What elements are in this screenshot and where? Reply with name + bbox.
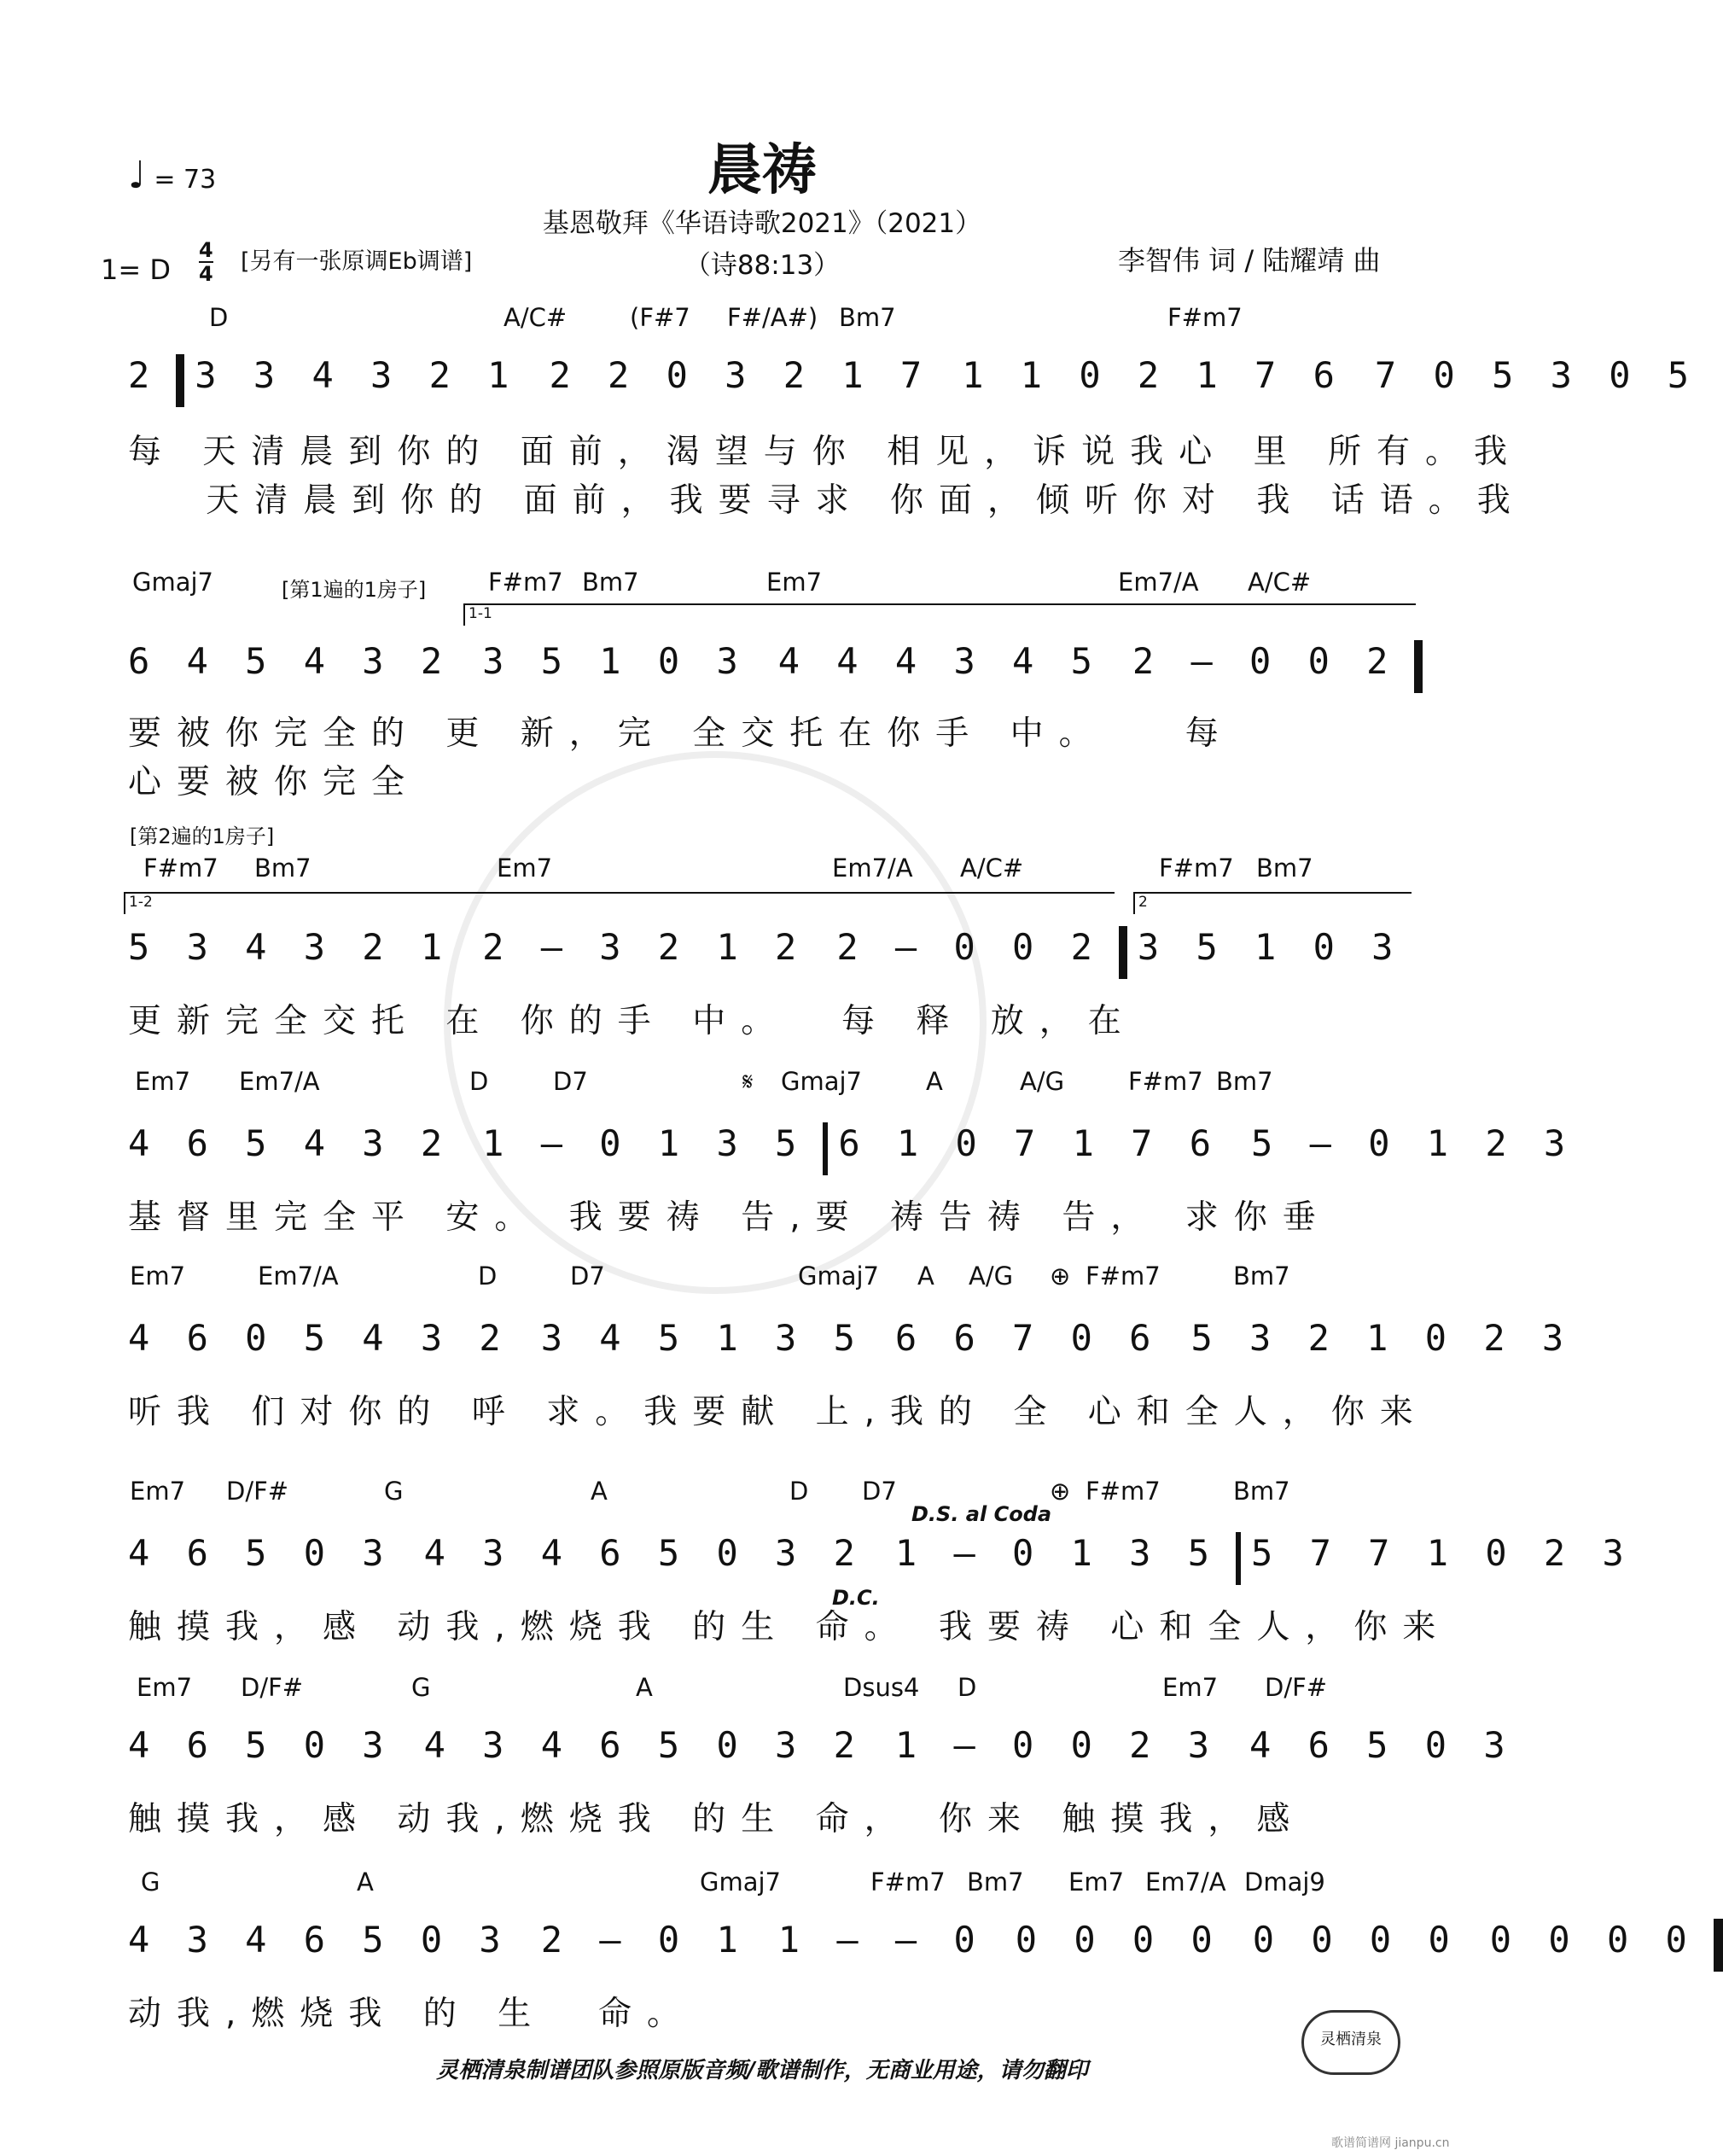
chord: D — [958, 1673, 977, 1702]
chord: G — [411, 1673, 431, 1702]
chord-row — [0, 568, 1524, 602]
chord: Bm7 — [254, 854, 311, 883]
lyrics-verse-1: 触摸我，感 动我,燃烧我 的生 命。 我要祷 心和全人，你来 — [128, 1608, 1452, 1646]
time-signature — [199, 239, 213, 285]
key-signature: 1= D — [101, 253, 171, 286]
volta-bracket-2: 2 — [1133, 892, 1412, 914]
chord: D — [789, 1477, 809, 1506]
measure: 2 – 0 0 2 — [836, 926, 1100, 968]
key-note: [另有一张原调Eb调谱] — [241, 248, 473, 275]
measure: 4 6 5 0 3 — [128, 1724, 392, 1766]
notes-row — [128, 1532, 1632, 1583]
chord: A — [917, 1262, 934, 1291]
measure: 5 – 0 1 2 3 — [1251, 1122, 1574, 1164]
lyrics-verse-1: 听我 们对你的 呼 求。我要献 上,我的 全 心和全人，你来 — [128, 1393, 1429, 1431]
chord: A — [926, 1067, 943, 1096]
chord: Em7 — [130, 1262, 186, 1291]
chord: D/F# — [1265, 1673, 1328, 1702]
chord: A/G — [1020, 1067, 1065, 1096]
measure: 4 6 0 5 4 3 2 — [128, 1317, 509, 1359]
chord: G — [384, 1477, 404, 1506]
chord: A/G — [969, 1262, 1014, 1291]
chord: Dmaj9 — [1244, 1868, 1325, 1897]
logo-text: 灵栖清泉 — [1320, 2031, 1382, 2048]
tempo-value: = 73 — [154, 165, 217, 195]
chord: F#m7 — [1086, 1262, 1161, 1291]
measure: 4 6 5 4 3 2 — [128, 1122, 451, 1164]
measure: 3 5 1 0 3 — [1137, 926, 1401, 968]
chord: F#/A#) — [727, 303, 818, 332]
measure: 1 1 0 2 1 7 6 — [962, 354, 1342, 396]
measure: 6 4 5 4 3 2 — [128, 640, 451, 682]
chord: Gmaj7 — [700, 1868, 782, 1897]
chord: Gmaj7 — [781, 1067, 863, 1096]
quarter-note-icon: ♩ — [128, 154, 146, 197]
measure: 0 0 0 0 — [1015, 1919, 1220, 1961]
chord-row — [0, 1262, 1524, 1296]
chord: Dsus4 — [843, 1673, 920, 1702]
lyrics-verse-1: 每 天清晨到你的 面前，渴望与你 相见，诉说我心 里 所有。我 — [128, 433, 1522, 471]
lyrics-verse-2: 心要被你完全 — [128, 763, 421, 801]
chord-row — [0, 1868, 1524, 1902]
chord: A — [591, 1477, 608, 1506]
repeat-start-barline — [176, 354, 184, 407]
notes-row — [128, 1919, 1695, 1970]
volta-bracket: 1-1 — [463, 603, 1416, 626]
notes-row — [128, 354, 1697, 405]
chord: Bm7 — [1216, 1067, 1273, 1096]
measure: 0 0 0 0 — [1489, 1919, 1695, 1961]
measure: 6 1 0 7 1 7 6 — [838, 1122, 1219, 1164]
chord-row — [0, 1673, 1524, 1707]
song-title: 晨祷 — [707, 139, 817, 202]
chord: Gmaj7 — [798, 1262, 880, 1291]
chord-row — [0, 1477, 1524, 1511]
scripture-ref: （诗88:13） — [684, 250, 841, 281]
measure: 5 3 2 1 0 2 3 — [1190, 1317, 1572, 1359]
chord: Em7 — [1068, 1868, 1125, 1897]
repeat-end-barline — [1119, 926, 1127, 979]
chord: Em7/A — [1118, 568, 1199, 597]
logo — [1301, 2010, 1400, 2075]
chord: F#m7 — [1159, 854, 1234, 883]
measure: 4 4 4 3 4 5 — [777, 640, 1100, 682]
chord-row — [0, 854, 1524, 888]
repeat-end-barline — [1414, 640, 1423, 693]
measure: 3 3 4 3 2 1 — [195, 354, 517, 396]
chord: Gmaj7 — [132, 568, 214, 597]
footer-credit: 灵栖清泉制谱团队参照原版音频/歌谱制作，无商业用途，请勿翻印 — [436, 2058, 1088, 2083]
chord: Bm7 — [967, 1868, 1024, 1897]
chord: Em7 — [497, 854, 553, 883]
chord: Bm7 — [839, 303, 896, 332]
chord: Em7/A — [1145, 1868, 1226, 1897]
chord: A/C# — [960, 854, 1024, 883]
chord: F#m7 — [1128, 1067, 1203, 1096]
coda-icon: ⊕ — [1050, 1477, 1071, 1506]
notes-row — [128, 1724, 1513, 1775]
measure: 3 5 1 0 3 — [482, 640, 746, 682]
chord: A — [357, 1868, 374, 1897]
measure: 2 – 0 1 — [540, 1919, 746, 1961]
dc-mark: D.C. — [832, 1586, 880, 1610]
ds-al-coda-mark: D.S. al Coda — [911, 1502, 1052, 1526]
measure: 0 0 0 0 — [1252, 1919, 1458, 1961]
lyrics-verse-1: 更新完全交托 在 你的手 中。 每 释 放，在 — [128, 1002, 1137, 1040]
chord: D/F# — [241, 1673, 304, 1702]
lyrics-verse-1: 触摸我，感 动我,燃烧我 的生 命， 你来 触摸我，感 — [128, 1800, 1306, 1838]
chord: Em7/A — [832, 854, 913, 883]
chord: Bm7 — [1233, 1262, 1290, 1291]
measure: 2 – 0 0 2 — [1132, 640, 1396, 682]
measure: 1 – – 0 — [777, 1919, 983, 1961]
chord: Bm7 — [1233, 1477, 1290, 1506]
chord: A/C# — [504, 303, 568, 332]
double-barline — [823, 1122, 828, 1175]
ending-annotation: [第1遍的1房子] — [282, 578, 427, 602]
watermark-text: 歌谱简谱网 jianpu.cn — [1331, 2136, 1450, 2150]
measure: 5 7 7 1 0 2 3 — [1251, 1532, 1632, 1574]
time-top: 4 — [199, 238, 213, 262]
credits: 李智伟 词 / 陆耀靖 曲 — [1118, 244, 1381, 277]
chord: Bm7 — [1256, 854, 1313, 883]
ending-annotation: [第2遍的1房子] — [130, 825, 275, 848]
chord-row — [0, 303, 1524, 337]
chord: F#m7 — [870, 1868, 946, 1897]
chord: F#m7 — [488, 568, 563, 597]
lyrics-verse-1: 基督里完全平 安。 我要祷 告,要 祷告祷 告， 求你垂 — [128, 1198, 1331, 1237]
measure: 4 3 4 6 5 0 3 2 — [423, 1532, 863, 1574]
measure: 4 3 4 6 5 0 3 — [128, 1919, 509, 1961]
measure: 2 2 0 3 2 1 7 — [549, 354, 930, 396]
chord: D — [469, 1067, 489, 1096]
chord: Em7/A — [239, 1067, 320, 1096]
chord: (F#7 — [630, 303, 690, 332]
measure: 7 0 5 3 0 5 — [1374, 354, 1697, 396]
chord: Em7/A — [258, 1262, 339, 1291]
measure: 1 – 0 1 3 5 — [482, 1122, 805, 1164]
chord: D/F# — [226, 1477, 289, 1506]
chord: Em7 — [137, 1673, 193, 1702]
chord: A/C# — [1248, 568, 1312, 597]
subtitle: 基恩敬拜《华语诗歌2021》（2021） — [542, 208, 982, 239]
chord: F#m7 — [1086, 1477, 1161, 1506]
chord: G — [141, 1868, 160, 1897]
chord: Em7 — [130, 1477, 186, 1506]
chord: A — [636, 1673, 653, 1702]
lyrics-verse-1: 动我,燃烧我 的 生 命。 — [128, 1995, 696, 2033]
chord: Bm7 — [582, 568, 639, 597]
lyrics-verse-2: 天清晨到你的 面前，我要寻求 你面，倾听你对 我 话语。我 — [128, 481, 1526, 520]
measure: 4 3 4 6 5 0 3 2 — [423, 1724, 863, 1766]
measure: 4 6 5 0 3 — [128, 1532, 392, 1574]
chord: D — [209, 303, 229, 332]
chord: D7 — [862, 1477, 897, 1506]
chord: F#m7 — [1167, 303, 1243, 332]
measure: 2 – 3 2 1 2 — [482, 926, 805, 968]
measure: 4 6 5 0 3 — [1249, 1724, 1513, 1766]
segno-icon: 𝄋 — [742, 1067, 754, 1096]
chord: D7 — [553, 1067, 588, 1096]
measure: 6 6 7 0 6 — [894, 1317, 1159, 1359]
measure: 5 3 4 3 2 1 — [128, 926, 451, 968]
volta-bracket: 1-2 — [124, 892, 1115, 914]
notes-row — [128, 926, 1408, 977]
double-barline — [1236, 1532, 1241, 1585]
chord: D7 — [570, 1262, 605, 1291]
notes-row — [128, 1317, 1572, 1368]
final-barline — [1714, 1919, 1723, 1972]
chord-row — [0, 1067, 1524, 1101]
chord: F#m7 — [143, 854, 218, 883]
chord: Em7 — [766, 568, 823, 597]
notes-row — [128, 1122, 1574, 1174]
measure: 2 — [128, 354, 158, 396]
chord: Em7 — [135, 1067, 191, 1096]
measure: 3 4 5 1 3 5 — [540, 1317, 863, 1359]
lyrics-verse-1: 要被你完全的 更 新，完 全交托在你手 中。 每 — [128, 714, 1234, 753]
coda-icon: ⊕ — [1050, 1262, 1071, 1291]
measure: 1 – 0 0 2 3 — [894, 1724, 1218, 1766]
time-bottom: 4 — [199, 262, 213, 286]
chord: Em7 — [1162, 1673, 1219, 1702]
measure: 1 – 0 1 3 5 — [894, 1532, 1218, 1574]
notes-row — [128, 640, 1408, 691]
chord: D — [478, 1262, 498, 1291]
